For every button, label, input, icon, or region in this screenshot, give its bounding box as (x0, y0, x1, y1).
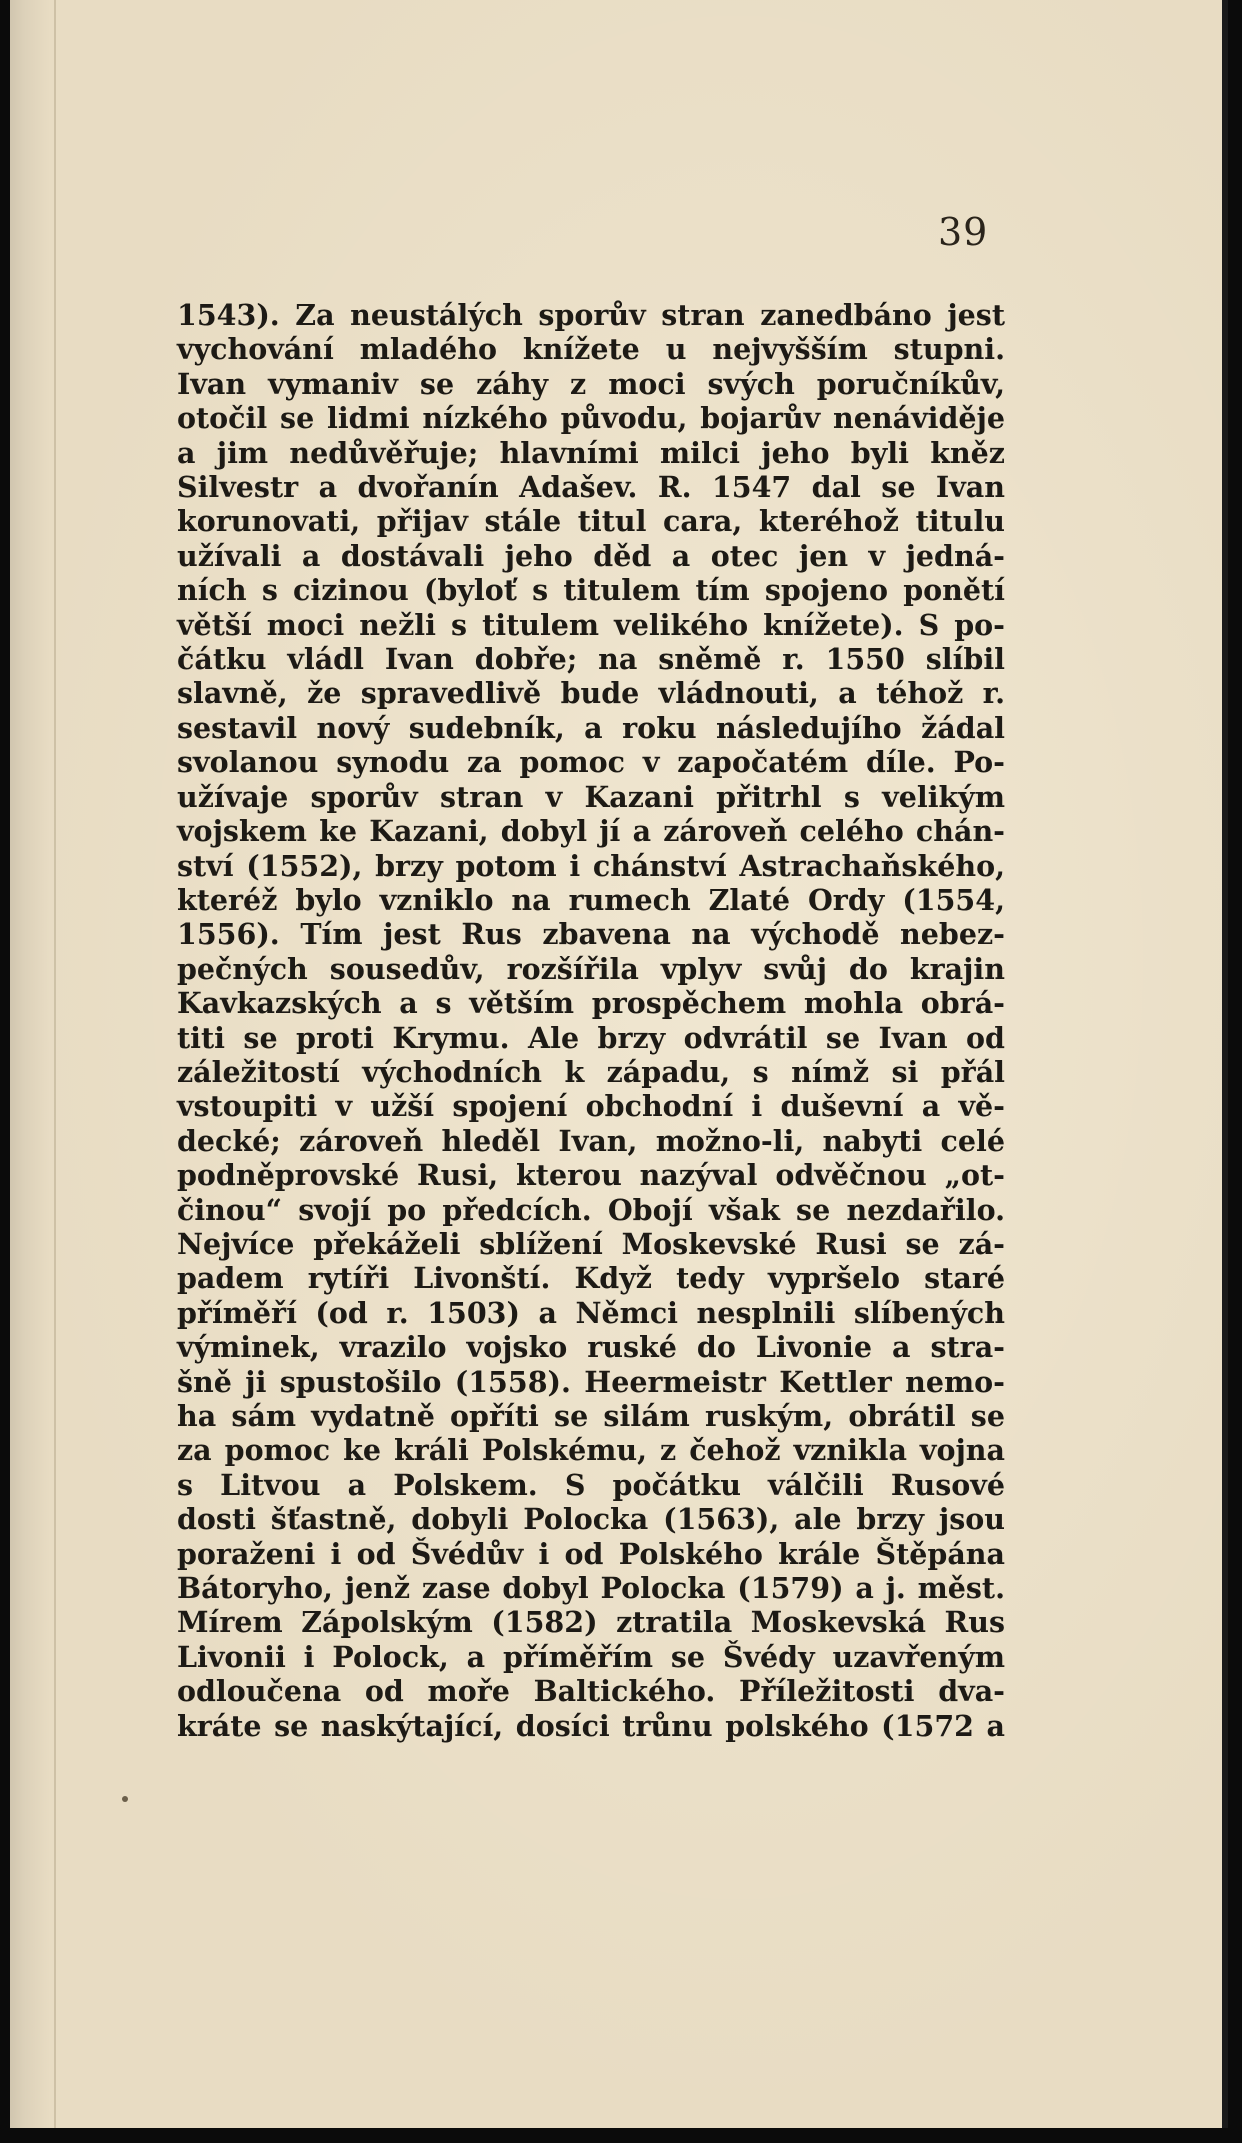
text-line: vychování mladého knížete u nejvyšším stupni. (177, 332, 1005, 367)
text-line: decké; zároveň hleděl Ivan, možno-li, nabyti celé (177, 1123, 1005, 1158)
text-line: užívaje sporův stran v Kazani přitrhl s velikým (177, 779, 1005, 814)
text-line: sestavil nový sudebník, a roku následujího žádal (177, 710, 1005, 745)
ink-speck (122, 1796, 128, 1802)
text-line: Ivan vymaniv se záhy z moci svých poručníkův, (177, 366, 1005, 401)
book-page (10, 0, 1228, 2128)
text-line: Silvestr a dvořanín Adašev. R. 1547 dal se Ivan (177, 470, 1005, 505)
text-line: příměří (od r. 1503) a Němci nesplnili slíbených (177, 1295, 1005, 1330)
text-line: vstoupiti v užší spojení obchodní i duševní a vě- (177, 1089, 1005, 1124)
text-line: odloučena od moře Baltického. Příležitosti dva- (177, 1674, 1005, 1709)
text-line: ha sám vydatně opříti se silám ruským, obrátil se (177, 1399, 1005, 1433)
text-line: kráte se naskýtající, dosíci trůnu polského (1572 a (177, 1708, 1005, 1743)
text-line: titi se proti Krymu. Ale brzy odvrátil se Ivan od (177, 1020, 1005, 1055)
text-line: otočil se lidmi nízkého původu, bojarův nenáviděje (177, 401, 1005, 436)
text-line: vojskem ke Kazani, dobyl jí a zároveň celého chán- (177, 814, 1005, 849)
text-line: slavně, že spravedlivě bude vládnouti, a téhož r. (177, 676, 1005, 711)
text-line: za pomoc ke králi Polskému, z čehož vznikla vojna (177, 1433, 1005, 1468)
text-line: větší moci nežli s titulem velikého knížete). S po- (177, 607, 1005, 642)
text-line: Nejvíce překáželi sblížení Moskevské Rusi se zá- (177, 1226, 1005, 1261)
text-line: užívali a dostávali jeho děd a otec jen v jedná- (177, 538, 1005, 573)
text-line: Mírem Zápolským (1582) ztratila Moskevská Rus (177, 1605, 1005, 1640)
text-line: podněprovské Rusi, kterou nazýval odvěčnou „ot- (177, 1158, 1005, 1193)
text-line: činou“ svojí po předcích. Obojí však se nezdařilo. (177, 1192, 1005, 1227)
text-line: šně ji spustošilo (1558). Heermeistr Kettler nemo- (177, 1364, 1005, 1399)
page-gutter (54, 0, 56, 2128)
text-line: svolanou synodu za pomoc v započatém díle. Po- (177, 745, 1005, 780)
text-line: pečných sousedův, rozšířila vplyv svůj do krajin (177, 951, 1005, 986)
text-line: záležitostí východních k západu, s nímž si přál (177, 1054, 1005, 1089)
page-number: 39 (938, 210, 989, 254)
text-line: padem rytíři Livonští. Když tedy vypršelo staré (177, 1261, 1005, 1296)
text-line: 1543). Za neustálých sporův stran zanedbáno jest (177, 298, 1005, 332)
text-line: výminek, vrazilo vojsko ruské do Livonie a stra- (177, 1330, 1005, 1365)
text-line: dosti šťastně, dobyli Polocka (1563), ale brzy jsou (177, 1502, 1005, 1537)
text-line: a jim nedůvěřuje; hlavními milci jeho byli kněz (177, 435, 1005, 470)
text-line: Bátoryho, jenž zase dobyl Polocka (1579) a j. měst. (177, 1571, 1005, 1606)
text-line: 1556). Tím jest Rus zbavena na východě nebez- (177, 917, 1005, 952)
text-line: čátku vládl Ivan dobře; na sněmě r. 1550 slíbil (177, 642, 1005, 677)
text-line: ních s cizinou (byloť s titulem tím spojeno ponětí (177, 573, 1005, 608)
body-text (177, 298, 1005, 1743)
text-line: korunovati, přijav stále titul cara, kteréhož titulu (177, 504, 1005, 539)
text-line: Livonii i Polock, a příměřím se Švédy uzavřeným (177, 1639, 1005, 1674)
text-line: ství (1552), brzy potom i chánství Astrachaňského, (177, 848, 1005, 883)
text-line: s Litvou a Polskem. S počátku válčili Rusové (177, 1467, 1005, 1502)
text-line: kteréž bylo vzniklo na rumech Zlaté Ordy (1554, (177, 882, 1005, 917)
text-line: Kavkazských a s větším prospěchem mohla obrá- (177, 986, 1005, 1021)
text-line: poraženi i od Švédův i od Polského krále Štěpána (177, 1536, 1005, 1571)
